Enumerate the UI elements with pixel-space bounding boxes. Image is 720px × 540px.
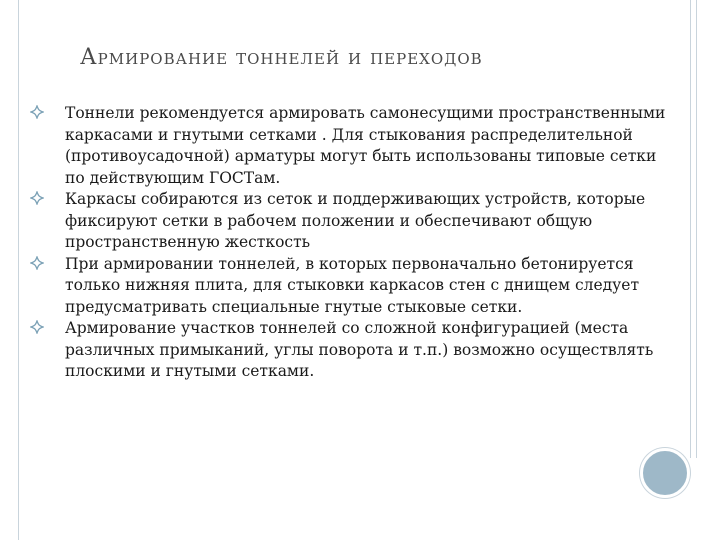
bullet-item: [30, 189, 670, 254]
bullet-item: [30, 254, 670, 319]
slide-title: Армирование тоннелей и переходов: [80, 45, 483, 70]
bullet-text: Тоннели рекомендуется армировать самонесущими пространственными каркасами и гнутыми сетками . Для стыкования распределительной (противоусадочной) арматуры могут быть использованы типовые сетки по действующим ГОСТам.: [65, 104, 666, 187]
left-border-line: [18, 0, 19, 540]
bullet-list: [30, 103, 670, 383]
bullet-item: [30, 103, 670, 189]
bullet-text: Каркасы собираются из сеток и поддерживающих устройств, которые фиксируют сетки в рабочем положении и обеспечивают общую пространственную жесткость: [65, 190, 646, 251]
bullet-text: Армирование участков тоннелей со сложной конфигурацией (места различных примыканий, углы поворота и т.п.) возможно осуществлять плоскими и гнутыми сетками.: [65, 319, 654, 380]
circle-decoration-icon: [640, 448, 690, 498]
bullet-text: При армировании тоннелей, в которых первоначально бетонируется только нижняя плита, для стыковки каркасов стен с днищем следует предусматривать специальные гнутые стыковые сетки.: [65, 254, 640, 316]
hollow-diamond-icon: [30, 256, 44, 270]
right-border-line-inner: [696, 0, 697, 458]
bullet-item: [30, 318, 670, 383]
hollow-diamond-icon: [30, 191, 44, 205]
hollow-diamond-icon: [30, 105, 44, 119]
right-border-line: [690, 0, 691, 458]
hollow-diamond-icon: [30, 320, 44, 334]
